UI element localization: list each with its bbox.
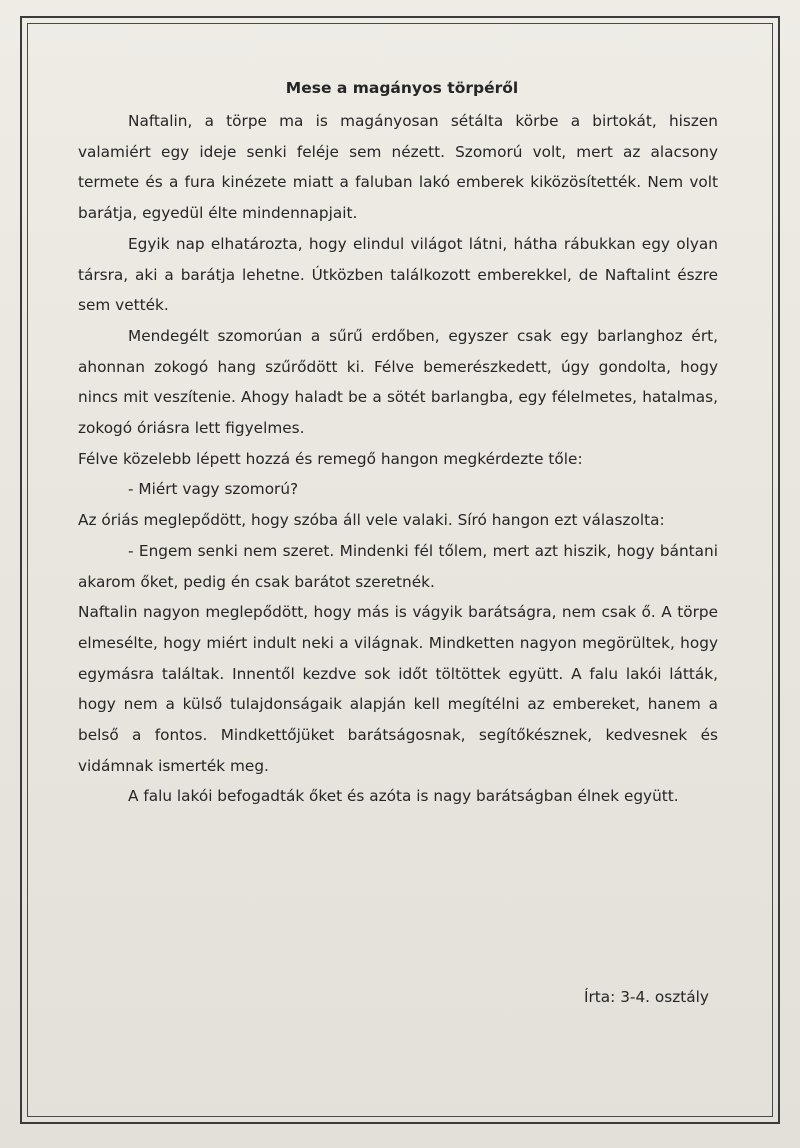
paragraph-2: Egyik nap elhatározta, hogy elindul világot látni, hátha rábukkan egy olyan társra, aki a barátja lehetne. Útközben találkozott emberekkel, de Naftalint észre sem vették. xyxy=(78,234,718,315)
paragraph-friendship: Naftalin nagyon meglepődött, hogy más is vágyik barátságra, nem csak ő. A törpe elmesélte, hogy miért indult neki a világnak. Mindketten nagyon megörültek, hogy egymásra találtak. Innentől kezdve sok időt töltöttek együtt. A falu lakói látták, hogy nem a külső tulajdonságaik alapján kell megítélni az embereket, hanem a belső a fontos. Mindkettőjüket barátságosnak, segítőkésznek, kedvesnek és vidámnak ismerték meg. xyxy=(78,603,718,775)
paragraph-4: Félve közelebb lépett hozzá és remegő hangon megkérdezte tőle: xyxy=(78,449,583,468)
paragraph-ending: A falu lakói befogadták őket és azóta is nagy barátságban élnek együtt. xyxy=(128,787,679,806)
paragraph-giant-reply-intro: Az óriás meglepődött, hogy szóba áll vele valaki. Síró hangon ezt válaszolta: xyxy=(78,511,665,530)
author-signature: Írta: 3-4. osztály xyxy=(584,988,709,1006)
story-body xyxy=(78,78,718,812)
dialogue-answer: - Engem senki nem szeret. Mindenki fél tőlem, mert azt hiszik, hogy bántani akarom őket, pedig én csak barátot szeretnék. xyxy=(78,541,718,591)
paragraph-1: Naftalin, a törpe ma is magányosan sétálta körbe a birtokát, hiszen valamiért egy ideje senki feléje sem nézett. Szomorú volt, mert az alacsony termete és a fura kinézete miatt a faluban lakó emberek kiközösítették. Nem volt barátja, egyedül élte mindennapjait. xyxy=(78,112,718,223)
dialogue-question: - Miért vagy szomorú? xyxy=(128,480,299,499)
story-title: Mese a magányos törpéről xyxy=(285,79,519,97)
paragraph-3: Mendegélt szomorúan a sűrű erdőben, egyszer csak egy barlanghoz ért, ahonnan zokogó hang szűrődött ki. Félve bemerészkedett, úgy gondolta, hogy nincs mit veszítenie. Ahogy haladt be a sötét barlangba, egy félelmetes, hatalmas, zokogó óriásra lett figyelmes. xyxy=(78,326,718,438)
